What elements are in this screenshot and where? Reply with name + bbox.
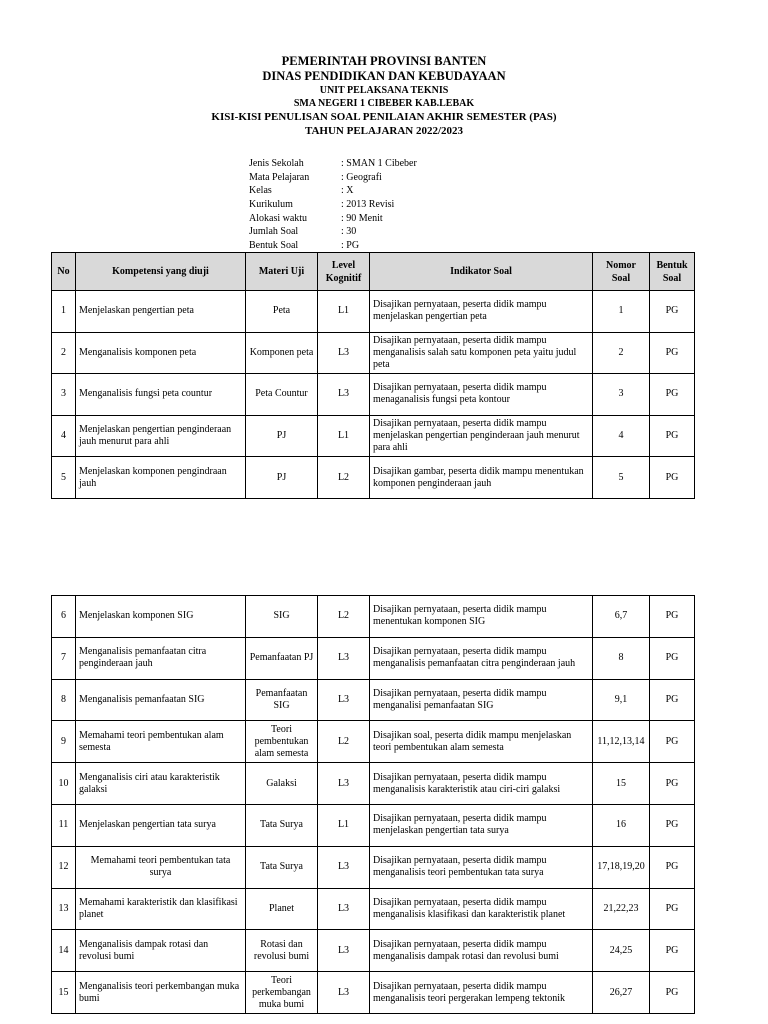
table-row — [52, 763, 695, 805]
table-row — [52, 888, 695, 930]
cell-no: 7 — [52, 637, 76, 679]
header-school: SMA NEGERI 1 CIBEBER KAB.LEBAK — [293, 98, 475, 109]
column-header-no: No — [52, 253, 76, 291]
info-row — [249, 239, 417, 253]
cell-bentuk: PG — [650, 374, 695, 416]
cell-materi: Pemanfaatan PJ — [246, 637, 318, 679]
cell-bentuk: PG — [650, 457, 695, 499]
cell-bentuk: PG — [650, 415, 695, 457]
cell-indikator: Disajikan gambar, peserta didik mampu menentukan komponen penginderaan jauh — [370, 457, 593, 499]
cell-nomor: 2 — [593, 332, 650, 374]
table-row — [52, 679, 695, 721]
cell-kompetensi: Menganalisis pemanfaatan citra penginderaan jauh — [76, 637, 246, 679]
cell-kompetensi: Memahami teori pembentukan alam semesta — [76, 721, 246, 763]
table-row — [52, 332, 695, 374]
cell-indikator: Disajikan pernyataan, peserta didik mampu menjelaskan pengertian peta — [370, 291, 593, 333]
column-header-bentuk: Bentuk Soal — [650, 253, 695, 291]
cell-level: L3 — [318, 846, 370, 888]
cell-materi: Peta — [246, 291, 318, 333]
cell-materi: Galaksi — [246, 763, 318, 805]
info-label: Kurikulum — [249, 199, 293, 211]
cell-kompetensi: Menganalisis ciri atau karakteristik galaksi — [76, 763, 246, 805]
kisi-kisi-table-page-2 — [51, 595, 695, 1014]
cell-no: 12 — [52, 846, 76, 888]
info-row — [249, 171, 417, 185]
table-row — [52, 930, 695, 972]
cell-materi: Komponen peta — [246, 332, 318, 374]
cell-materi: Planet — [246, 888, 318, 930]
cell-nomor: 15 — [593, 763, 650, 805]
info-value: : 2013 Revisi — [341, 199, 395, 211]
cell-nomor: 9,1 — [593, 679, 650, 721]
cell-no: 2 — [52, 332, 76, 374]
cell-materi: Teori pembentukan alam semesta — [246, 721, 318, 763]
cell-level: L1 — [318, 291, 370, 333]
cell-level: L3 — [318, 637, 370, 679]
column-header-level: Level Kognitif — [318, 253, 370, 291]
cell-indikator: Disajikan pernyataan, peserta didik mampu menganalisis dampak rotasi dan revolusi bumi — [370, 930, 593, 972]
info-label: Bentuk Soal — [249, 240, 299, 252]
info-value: : X — [341, 185, 354, 197]
cell-bentuk: PG — [650, 637, 695, 679]
cell-kompetensi: Menganalisis pemanfaatan SIG — [76, 679, 246, 721]
cell-no: 9 — [52, 721, 76, 763]
table-row — [52, 291, 695, 333]
info-value: : Geografi — [341, 171, 382, 183]
cell-level: L1 — [318, 804, 370, 846]
cell-level: L3 — [318, 888, 370, 930]
cell-kompetensi: Menganalisis komponen peta — [76, 332, 246, 374]
cell-no: 13 — [52, 888, 76, 930]
cell-nomor: 17,18,19,20 — [593, 846, 650, 888]
cell-kompetensi: Menjelaskan komponen pengindraan jauh — [76, 457, 246, 499]
cell-kompetensi: Memahami teori pembentukan tata surya — [76, 846, 246, 888]
cell-level: L3 — [318, 679, 370, 721]
cell-level: L2 — [318, 457, 370, 499]
table-row — [52, 596, 695, 638]
cell-nomor: 8 — [593, 637, 650, 679]
cell-kompetensi: Menganalisis dampak rotasi dan revolusi bumi — [76, 930, 246, 972]
kisi-kisi-table-page-1 — [51, 252, 695, 499]
cell-level: L1 — [318, 415, 370, 457]
cell-bentuk: PG — [650, 291, 695, 333]
cell-materi: PJ — [246, 415, 318, 457]
cell-level: L3 — [318, 374, 370, 416]
table-row — [52, 457, 695, 499]
cell-nomor: 5 — [593, 457, 650, 499]
cell-indikator: Disajikan pernyataan, peserta didik mampu menjelaskan pengertian penginderaan jauh menurut para ahli — [370, 415, 593, 457]
cell-materi: SIG — [246, 596, 318, 638]
info-row — [249, 225, 417, 239]
cell-indikator: Disajikan pernyataan, peserta didik mampu menganalisis teori pembentukan tata surya — [370, 846, 593, 888]
cell-nomor: 26,27 — [593, 972, 650, 1014]
table-header-row — [52, 253, 695, 291]
header-unit: UNIT PELAKSANA TEKNIS — [319, 85, 449, 96]
cell-nomor: 1 — [593, 291, 650, 333]
cell-no: 4 — [52, 415, 76, 457]
table-row — [52, 374, 695, 416]
cell-nomor: 3 — [593, 374, 650, 416]
info-label: Kelas — [249, 185, 272, 197]
cell-materi: Tata Surya — [246, 804, 318, 846]
cell-no: 5 — [52, 457, 76, 499]
cell-no: 1 — [52, 291, 76, 333]
table-row — [52, 846, 695, 888]
cell-bentuk: PG — [650, 972, 695, 1014]
cell-indikator: Disajikan pernyataan, peserta didik mampu menganalisis salah satu komponen peta yaitu judul peta — [370, 332, 593, 374]
info-block — [249, 157, 417, 253]
cell-no: 15 — [52, 972, 76, 1014]
cell-indikator: Disajikan pernyataan, peserta didik mampu menganalisis karakteristik atau ciri-ciri galaksi — [370, 763, 593, 805]
cell-bentuk: PG — [650, 596, 695, 638]
cell-level: L3 — [318, 763, 370, 805]
cell-nomor: 11,12,13,14 — [593, 721, 650, 763]
cell-no: 10 — [52, 763, 76, 805]
cell-bentuk: PG — [650, 846, 695, 888]
cell-kompetensi: Menjelaskan pengertian penginderaan jauh menurut para ahli — [76, 415, 246, 457]
cell-materi: Rotasi dan revolusi bumi — [246, 930, 318, 972]
cell-materi: Peta Countur — [246, 374, 318, 416]
column-header-kompetensi: Kompetensi yang diuji — [76, 253, 246, 291]
column-header-indikator: Indikator Soal — [370, 253, 593, 291]
header-document-title: KISI-KISI PENULISAN SOAL PENILAIAN AKHIR SEMESTER (PAS) — [211, 111, 557, 123]
cell-no: 3 — [52, 374, 76, 416]
info-value: : SMAN 1 Cibeber — [341, 158, 417, 169]
cell-nomor: 24,25 — [593, 930, 650, 972]
cell-materi: Teori perkembangan muka bumi — [246, 972, 318, 1014]
cell-indikator: Disajikan pernyataan, peserta didik mampu menganalisis pemanfaatan citra penginderaan jauh — [370, 637, 593, 679]
header-academic-year: TAHUN PELAJARAN 2022/2023 — [304, 125, 464, 137]
cell-bentuk: PG — [650, 804, 695, 846]
info-row — [249, 157, 417, 171]
cell-no: 11 — [52, 804, 76, 846]
header-province: PEMERINTAH PROVINSI BANTEN — [281, 54, 487, 68]
cell-bentuk: PG — [650, 721, 695, 763]
cell-bentuk: PG — [650, 888, 695, 930]
cell-nomor: 21,22,23 — [593, 888, 650, 930]
info-row — [249, 198, 417, 212]
info-row — [249, 212, 417, 226]
cell-bentuk: PG — [650, 930, 695, 972]
cell-indikator: Disajikan pernyataan, peserta didik mampu menentukan komponen SIG — [370, 596, 593, 638]
info-label: Jumlah Soal — [249, 226, 299, 238]
cell-kompetensi: Menganalisis teori perkembangan muka bumi — [76, 972, 246, 1014]
header-department: DINAS PENDIDIKAN DAN KEBUDAYAAN — [262, 69, 506, 83]
cell-nomor: 6,7 — [593, 596, 650, 638]
cell-materi: Pemanfaatan SIG — [246, 679, 318, 721]
cell-materi: PJ — [246, 457, 318, 499]
cell-kompetensi: Menganalisis fungsi peta countur — [76, 374, 246, 416]
cell-no: 6 — [52, 596, 76, 638]
cell-nomor: 16 — [593, 804, 650, 846]
cell-indikator: Disajikan pernyataan, peserta didik mampu menganalisis teori pergerakan lempeng tektonik — [370, 972, 593, 1014]
cell-nomor: 4 — [593, 415, 650, 457]
info-value: : PG — [341, 240, 360, 252]
table-row — [52, 415, 695, 457]
cell-level: L3 — [318, 930, 370, 972]
cell-level: L2 — [318, 596, 370, 638]
info-label: Alokasi waktu — [249, 212, 308, 224]
table-row — [52, 637, 695, 679]
table-row — [52, 804, 695, 846]
info-label: Jenis Sekolah — [249, 158, 304, 169]
cell-kompetensi: Menjelaskan komponen SIG — [76, 596, 246, 638]
info-value: : 30 — [341, 226, 357, 238]
document-header — [0, 54, 768, 138]
cell-kompetensi: Menjelaskan pengertian peta — [76, 291, 246, 333]
cell-indikator: Disajikan pernyataan, peserta didik mampu menjelaskan pengertian tata surya — [370, 804, 593, 846]
cell-no: 14 — [52, 930, 76, 972]
table-row — [52, 721, 695, 763]
cell-bentuk: PG — [650, 763, 695, 805]
info-label: Mata Pelajaran — [249, 171, 310, 183]
info-value: : 90 Menit — [341, 212, 383, 224]
cell-level: L3 — [318, 332, 370, 374]
cell-indikator: Disajikan soal, peserta didik mampu menjelaskan teori pembentukan alam semesta — [370, 721, 593, 763]
column-header-nomor: Nomor Soal — [593, 253, 650, 291]
cell-indikator: Disajikan pernyataan, peserta didik mampu menaganalisis fungsi peta kontour — [370, 374, 593, 416]
cell-indikator: Disajikan pernyataan, peserta didik mampu menganalisis klasifikasi dan karakteristik planet — [370, 888, 593, 930]
cell-level: L3 — [318, 972, 370, 1014]
cell-materi: Tata Surya — [246, 846, 318, 888]
cell-no: 8 — [52, 679, 76, 721]
cell-kompetensi: Menjelaskan pengertian tata surya — [76, 804, 246, 846]
table-row — [52, 972, 695, 1014]
info-row — [249, 184, 417, 198]
cell-indikator: Disajikan pernyataan, peserta didik mampu menganalisi pemanfaatan SIG — [370, 679, 593, 721]
cell-bentuk: PG — [650, 332, 695, 374]
cell-bentuk: PG — [650, 679, 695, 721]
column-header-materi: Materi Uji — [246, 253, 318, 291]
cell-kompetensi: Memahami karakteristik dan klasifikasi planet — [76, 888, 246, 930]
cell-level: L2 — [318, 721, 370, 763]
